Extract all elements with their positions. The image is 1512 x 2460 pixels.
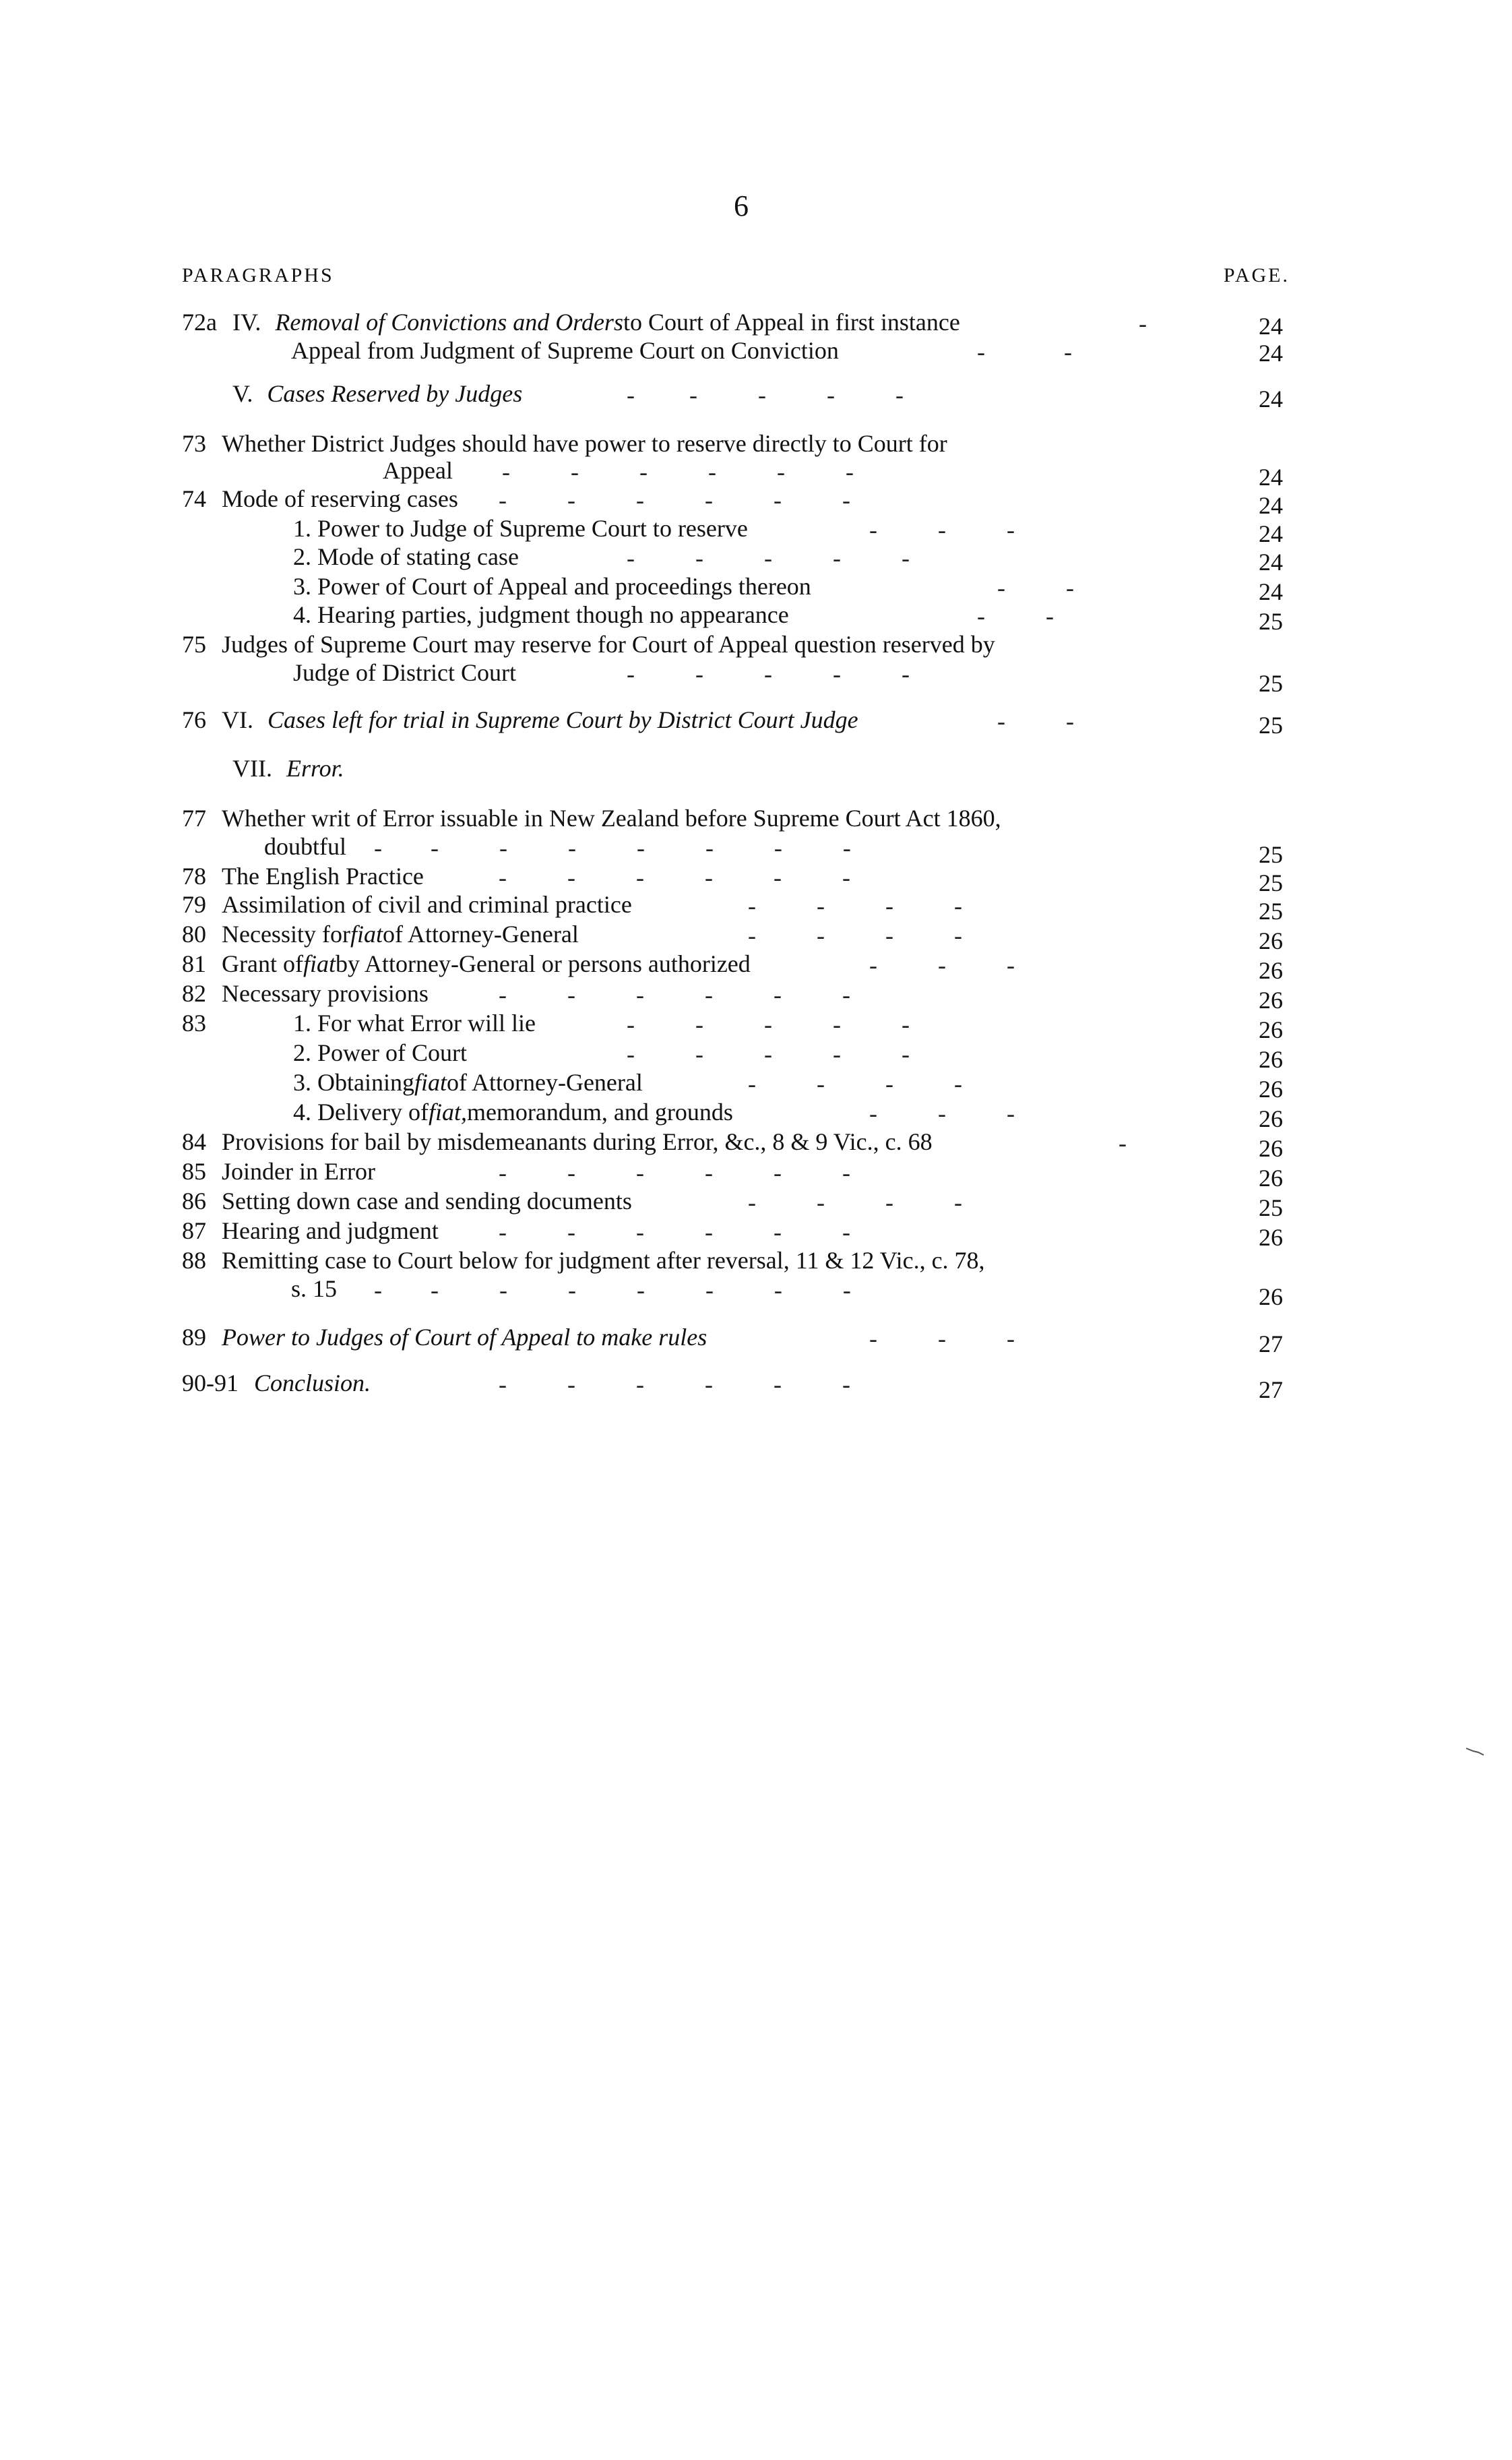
page-ref: 26 (1259, 1076, 1283, 1103)
leader-dots: - - (997, 708, 1074, 735)
entry-title: of Attorney-General (382, 921, 579, 948)
section-title: Cases left for trial in Supreme Court by District Court Judge (267, 706, 858, 733)
toc-entry-78 (182, 864, 424, 888)
entry-title: Power to Judges of Court of Appeal to make rules (222, 1324, 707, 1351)
leader-dots: - - - - - - (499, 864, 850, 891)
page-ref: 24 (1259, 386, 1283, 412)
subentry-title: 2. Power of Court (293, 1039, 467, 1066)
section-title: Cases Reserved by Judges (267, 380, 523, 407)
subentry-title: 2. Mode of stating case (293, 543, 519, 570)
toc-entry-76 (182, 708, 858, 732)
leader-dots: - - - - (748, 892, 962, 919)
page-ref: 24 (1259, 492, 1283, 519)
leader-dots: - - (997, 574, 1074, 601)
subentry-title: 1. Power to Judge of Supreme Court to reserve (293, 515, 748, 542)
leader-dots: - - - (869, 1325, 1015, 1352)
toc-entry-83 (182, 1011, 206, 1035)
subentry-title-emphasis: fiat, (428, 1099, 467, 1126)
subentry-title: of Attorney-General (447, 1069, 643, 1096)
toc-entry-v (232, 381, 522, 406)
subentry-title: memorandum, and grounds (466, 1099, 733, 1126)
entry-title: Provisions for bail by misdemeanants during Error, &c., 8 & 9 Vic., c. 68 (222, 1128, 933, 1155)
entry-title: Assimilation of civil and criminal practice (222, 891, 632, 918)
page-ref: 26 (1259, 1046, 1283, 1073)
toc-entry-73-continuation (383, 458, 453, 483)
paragraph-number: 89 (182, 1324, 206, 1351)
section-numeral: VII. (232, 755, 272, 782)
leader-dots: - - - - - (627, 1011, 910, 1038)
page-ref: 25 (1259, 1194, 1283, 1221)
paragraph-number: 78 (182, 863, 206, 890)
toc-subentry-74-4 (293, 603, 789, 627)
paragraph-number: 80 (182, 921, 206, 948)
page-column-header: PAGE. (1223, 264, 1290, 286)
page-ref: 24 (1259, 578, 1283, 605)
toc-entry-88 (182, 1248, 985, 1272)
paragraphs-column-header: PARAGRAPHS (182, 264, 334, 286)
entry-title-emphasis: Removal of Convictions and Orders (275, 309, 623, 336)
entry-title: Mode of reserving cases (222, 485, 458, 512)
section-numeral: IV. (232, 309, 261, 336)
page-ref: 25 (1259, 712, 1283, 739)
leader-dots: - - - (869, 952, 1015, 979)
leader-dots: - - - - (748, 1070, 962, 1097)
toc-entry-77 (182, 806, 1001, 830)
paragraph-number: 86 (182, 1188, 206, 1214)
entry-title-continuation: Appeal (383, 457, 453, 484)
entry-title: Remitting case to Court below for judgment after reversal, 11 & 12 Vic., c. 78, (222, 1247, 985, 1274)
entry-title: to Court of Appeal in first instance (623, 309, 960, 336)
page-ref: 24 (1259, 464, 1283, 491)
leader-dots: - - - - - - (499, 1219, 850, 1246)
leader-dots: - - - - - (627, 545, 910, 572)
page-ref: 26 (1259, 1283, 1283, 1310)
entry-title: by Attorney-General or persons authorized (335, 950, 751, 977)
paragraph-number: 82 (182, 980, 206, 1007)
paragraph-number: 72a (182, 309, 217, 336)
entry-title: Appeal from Judgment of Supreme Court on Conviction (291, 337, 839, 364)
page-ref: 25 (1259, 869, 1283, 896)
toc-entry-73 (182, 431, 947, 456)
leader-dots: - - - - - (627, 381, 904, 408)
paragraph-number: 84 (182, 1128, 206, 1155)
page-ref: 26 (1259, 1016, 1283, 1043)
toc-subentry-83-3 (293, 1070, 643, 1095)
entry-title: Hearing and judgment (222, 1217, 439, 1244)
toc-section-vii (232, 756, 344, 780)
paragraph-number: 83 (182, 1010, 206, 1037)
toc-entry-86 (182, 1189, 632, 1213)
entry-title-continuation: s. 15 (291, 1275, 338, 1302)
paragraph-number: 88 (182, 1247, 206, 1274)
toc-subentry-83-1 (293, 1011, 536, 1035)
toc-entry-81 (182, 952, 751, 976)
paragraph-number: 87 (182, 1217, 206, 1244)
subentry-title: 1. For what Error will lie (293, 1010, 536, 1037)
leader-dots: - - - - - - (499, 487, 850, 514)
leader-dots: - - - (869, 1100, 1015, 1127)
toc-entry-88-continuation (291, 1277, 337, 1301)
subentry-title: 3. Power of Court of Appeal and proceedings thereon (293, 573, 811, 600)
toc-entry-79 (182, 892, 632, 917)
entry-title: Joinder in Error (222, 1158, 375, 1185)
toc-entry-85 (182, 1159, 375, 1183)
page-ref: 24 (1259, 520, 1283, 547)
leader-dots: - (1139, 310, 1147, 337)
section-numeral: V. (232, 380, 253, 407)
leader-dots: - - (977, 338, 1072, 365)
page-ref: 27 (1259, 1330, 1283, 1357)
page-ref: 27 (1259, 1376, 1283, 1403)
page-ref: 26 (1259, 1105, 1283, 1132)
toc-subentry-83-2 (293, 1041, 467, 1065)
subentry-title: 3. Obtaining (293, 1069, 414, 1096)
entry-title-continuation: Judge of District Court (293, 659, 516, 686)
entry-title: Judges of Supreme Court may reserve for Court of Appeal question reserved by (222, 631, 995, 658)
section-title: Error. (286, 755, 344, 782)
paragraph-number: 73 (182, 430, 206, 457)
entry-title: Necessity for (222, 921, 350, 948)
entry-title-continuation: doubtful (264, 833, 346, 860)
toc-subentry-74-3 (293, 574, 811, 598)
toc-subentry-74-1 (293, 516, 748, 541)
paragraph-number: 76 (182, 706, 206, 733)
toc-entry-72a-appeal (291, 338, 839, 363)
paragraph-number: 75 (182, 631, 206, 658)
page-ref: 26 (1259, 957, 1283, 984)
entry-title: Grant of (222, 950, 303, 977)
leader-dots: - - - (869, 516, 1015, 543)
paragraph-number: 81 (182, 950, 206, 977)
scan-speck-mark (1465, 1746, 1485, 1756)
toc-entry-72a (182, 310, 960, 334)
page-ref: 26 (1259, 1224, 1283, 1251)
leader-dots: - - - - (748, 1189, 962, 1216)
page-ref: 24 (1259, 549, 1283, 576)
entry-title: Whether writ of Error issuable in New Zealand before Supreme Court Act 1860, (222, 805, 1001, 832)
page-ref: 25 (1259, 670, 1283, 697)
toc-entry-87 (182, 1219, 439, 1243)
entry-title-emphasis: fiat (350, 921, 383, 948)
subentry-title: 4. Delivery of (293, 1099, 429, 1126)
leader-dots: - - - - - (627, 660, 910, 687)
toc-entry-80 (182, 922, 579, 946)
toc-entry-77-continuation (264, 834, 346, 859)
toc-entry-89 (182, 1325, 707, 1349)
page-ref: 24 (1259, 340, 1283, 367)
leader-dots: - - - - - - - - (374, 1277, 851, 1303)
page-ref: 26 (1259, 987, 1283, 1014)
leader-dots: - - - - - - (499, 1159, 850, 1186)
entry-title: The English Practice (222, 863, 424, 890)
leader-dots: - - - - - - (499, 1371, 850, 1398)
leader-dots: - - - - (748, 922, 962, 949)
entry-title: Whether District Judges should have power to reserve directly to Court for (222, 430, 947, 457)
page-ref: 25 (1259, 608, 1283, 635)
toc-entry-84 (182, 1130, 933, 1154)
leader-dots: - - - - - (627, 1041, 910, 1068)
toc-entry-75 (182, 632, 995, 656)
paragraph-number: 85 (182, 1158, 206, 1185)
toc-subentry-83-4 (293, 1100, 733, 1124)
entry-title: Necessary provisions (222, 980, 429, 1007)
page-ref: 26 (1259, 927, 1283, 954)
toc-entry-82 (182, 981, 429, 1006)
page-ref: 26 (1259, 1165, 1283, 1192)
toc-subentry-74-2 (293, 545, 519, 569)
leader-dots: - - - - - - - - (374, 834, 851, 861)
entry-title-emphasis: fiat (303, 950, 336, 977)
toc-entry-74 (182, 487, 458, 511)
paragraph-number: 90-91 (182, 1370, 239, 1396)
entry-title: Setting down case and sending documents (222, 1188, 632, 1214)
section-numeral: VI. (222, 706, 253, 733)
subentry-title-emphasis: fiat (414, 1069, 447, 1096)
subentry-title: 4. Hearing parties, judgment though no appearance (293, 601, 789, 628)
paragraph-number: 79 (182, 891, 206, 918)
page-ref: 25 (1259, 898, 1283, 925)
page-ref: 26 (1259, 1135, 1283, 1162)
paragraph-number: 77 (182, 805, 206, 832)
page-number: 6 (734, 189, 749, 222)
leader-dots: - - - - - - (499, 981, 850, 1008)
leader-dots: - (1119, 1130, 1127, 1157)
page-ref: 24 (1259, 313, 1283, 340)
leader-dots: - - - - - - (502, 458, 854, 485)
paragraph-number: 74 (182, 485, 206, 512)
page-ref: 25 (1259, 841, 1283, 868)
toc-entry-75-continuation (293, 660, 516, 685)
entry-title: Conclusion. (254, 1370, 371, 1396)
toc-entry-90-91 (182, 1371, 371, 1395)
leader-dots: - - (977, 603, 1054, 629)
